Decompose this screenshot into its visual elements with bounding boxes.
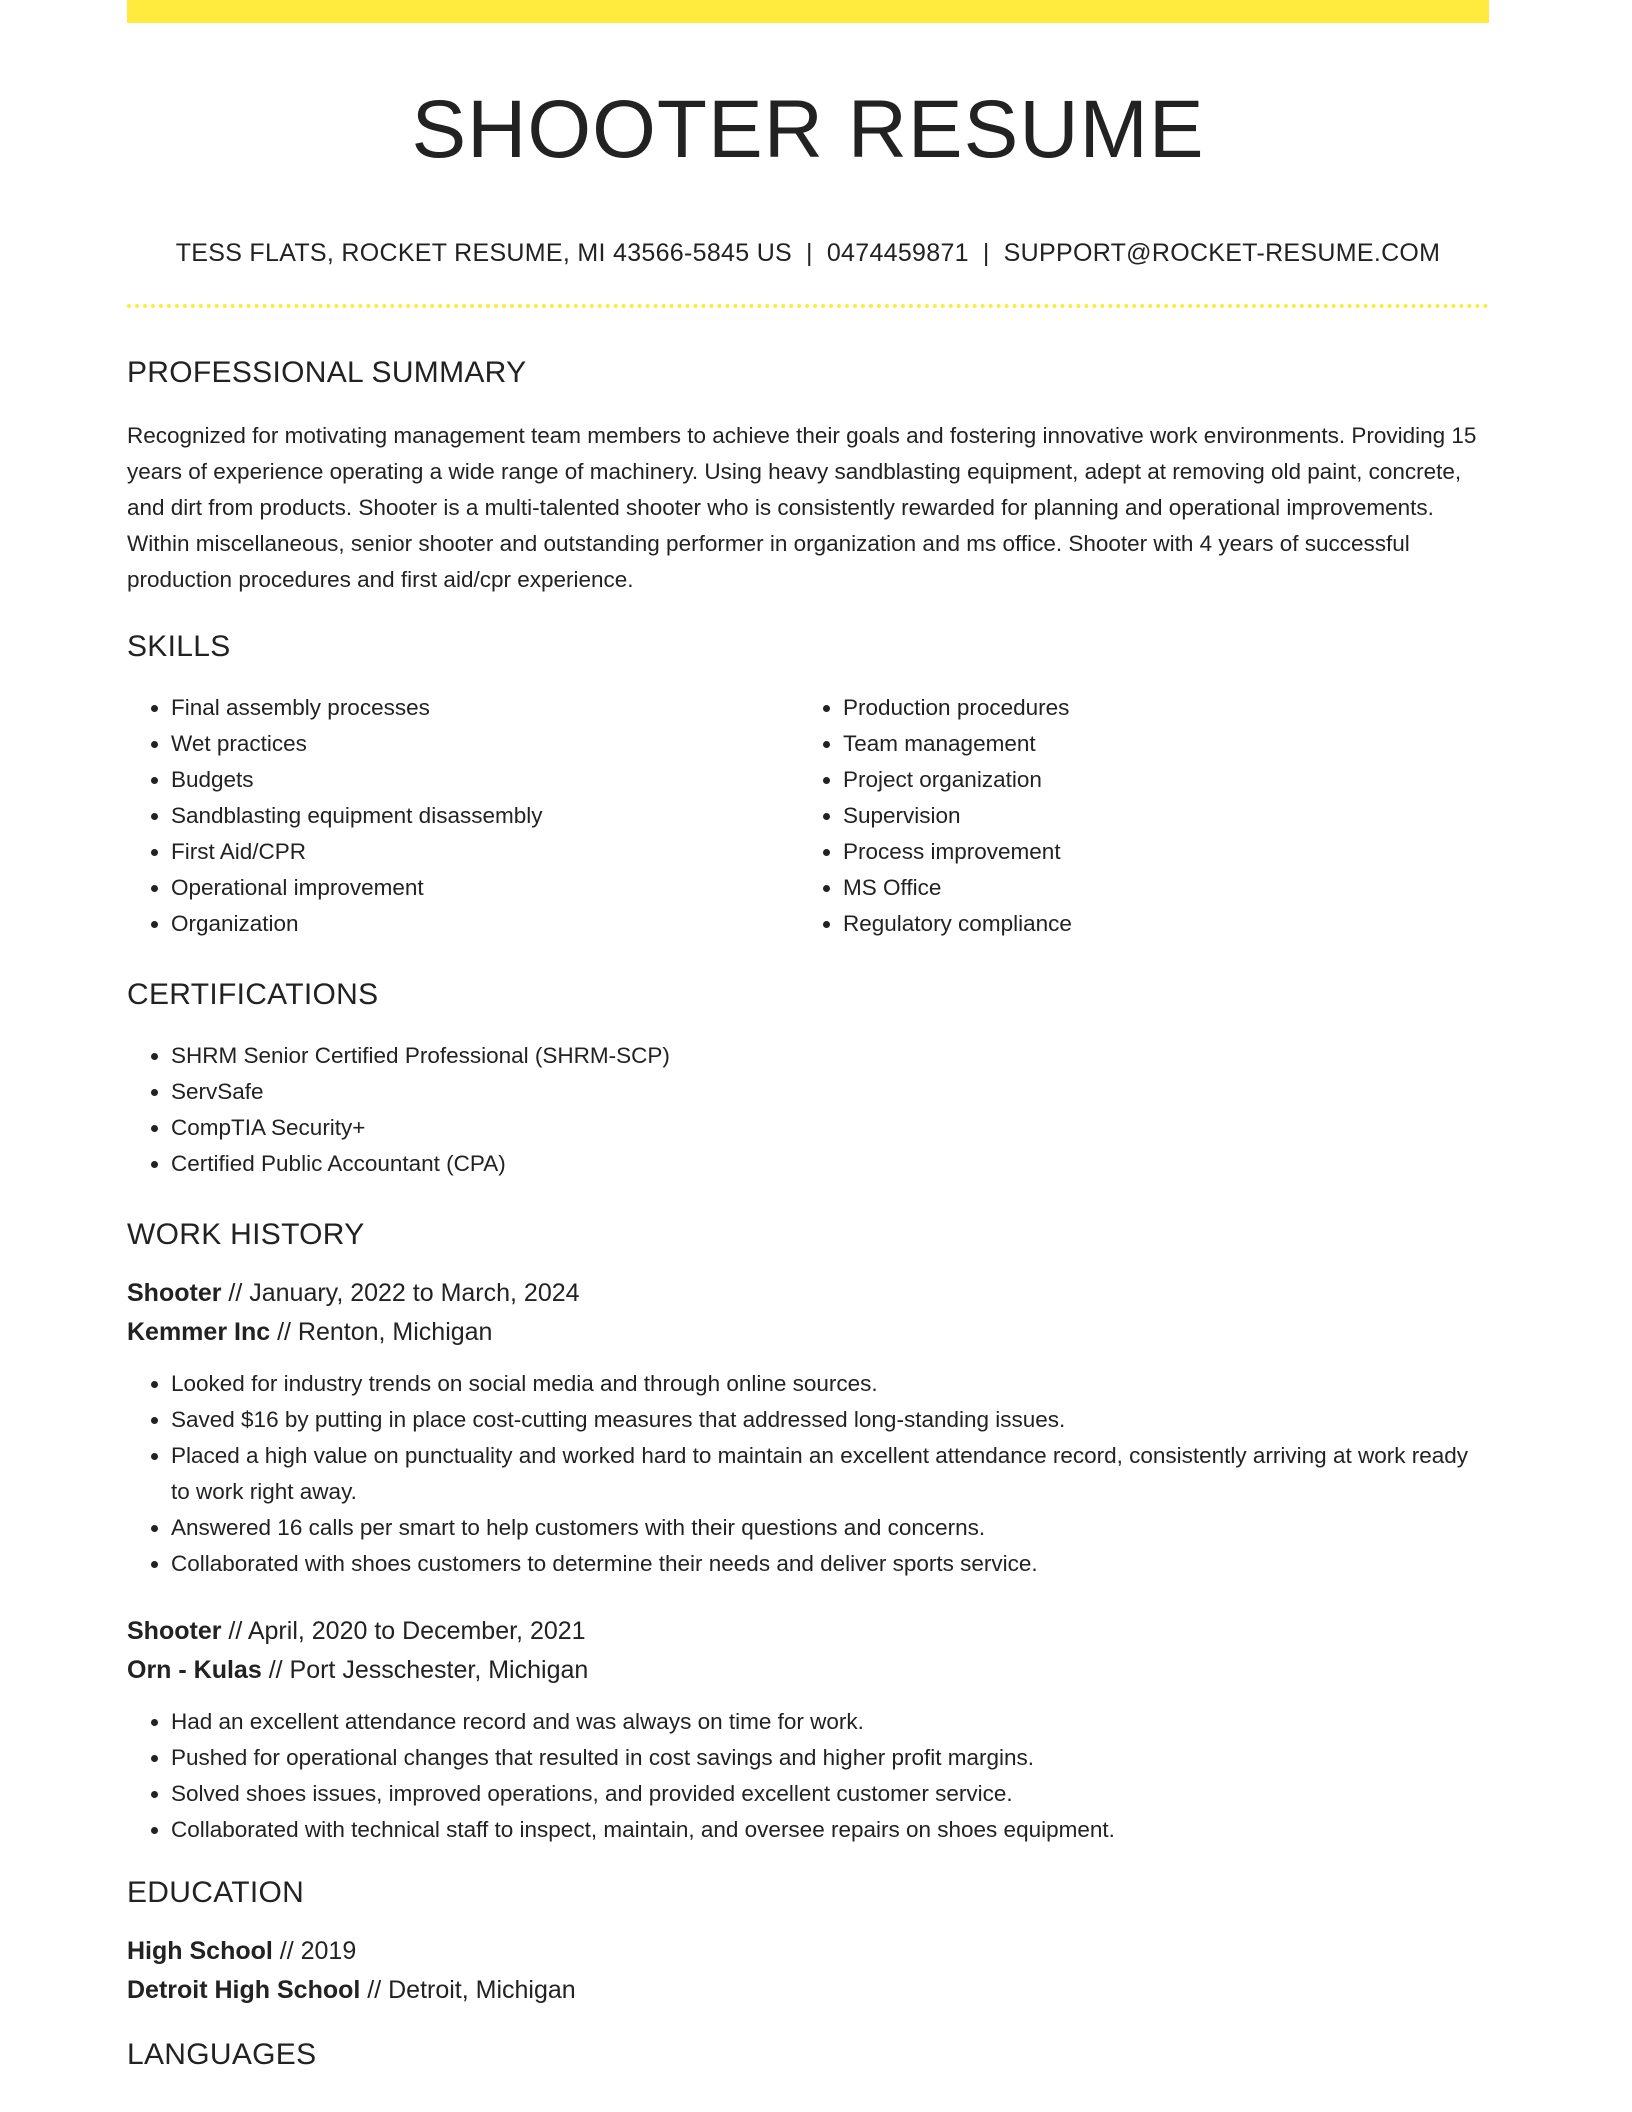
- skill-item: • Supervision: [843, 798, 1471, 834]
- job-title-line: [127, 1274, 1489, 1313]
- job-company-line: [127, 1651, 1489, 1690]
- education-location: // Detroit, Michigan: [360, 1976, 576, 2005]
- certification-item: • SHRM Senior Certified Professional (SHRM-SCP): [171, 1038, 1489, 1074]
- skill-item: • Organization: [171, 906, 799, 942]
- skills-grid: [127, 690, 1489, 942]
- job-company-line: [127, 1313, 1489, 1352]
- job-bullet: • Looked for industry trends on social media and through online sources.: [171, 1366, 1489, 1402]
- skill-item: • Team management: [843, 726, 1471, 762]
- skill-item: • First Aid/CPR: [171, 834, 799, 870]
- contact-email[interactable]: SUPPORT@ROCKET-RESUME.COM: [1003, 239, 1441, 268]
- job-bullet: • Had an excellent attendance record and was always on time for work.: [171, 1704, 1489, 1740]
- education-degree-line: [127, 1932, 1489, 1971]
- job-bullet: • Collaborated with technical staff to inspect, maintain, and oversee repairs on shoes equipment.: [171, 1812, 1489, 1848]
- job-bullet: • Placed a high value on punctuality and worked hard to maintain an excellent attendance record, consistently arriving at work ready to work right away.: [171, 1438, 1489, 1510]
- skill-item: • Regulatory compliance: [843, 906, 1471, 942]
- summary-text: Recognized for motivating management team members to achieve their goals and fostering innovative work environments. Providing 15 years of experience operating a wide range of machinery. Using heavy sandblasting equipment, adept at removing old paint, concrete, and dirt from products. Shooter is a multi-talented shooter who is consistently rewarded for planning and operational improvements. Within miscellaneous, senior shooter and outstanding performer in organization and ms office. Shooter with 4 years of successful production procedures and first aid/cpr experience.: [127, 423, 1477, 593]
- contact-separator: |: [806, 239, 813, 268]
- job-bullet: • Pushed for operational changes that resulted in cost savings and higher profit margins.: [171, 1740, 1489, 1776]
- job-dates: // January, 2022 to March, 2024: [221, 1279, 580, 1308]
- education-school-line: [127, 1971, 1489, 2010]
- skill-item: • MS Office: [843, 870, 1471, 906]
- job-bullet: • Collaborated with shoes customers to determine their needs and deliver sports service.: [171, 1546, 1489, 1582]
- education-degree: High School: [127, 1937, 273, 1966]
- education-heading: EDUCATION: [127, 1876, 305, 1910]
- education-school: Detroit High School: [127, 1976, 361, 2005]
- top-accent-bar: [127, 0, 1489, 23]
- job-title: Shooter: [127, 1617, 222, 1646]
- education-year: // 2019: [272, 1937, 357, 1966]
- skill-item: • Process improvement: [843, 834, 1471, 870]
- skill-item: • Sandblasting equipment disassembly: [171, 798, 799, 834]
- languages-heading: LANGUAGES: [127, 2038, 317, 2072]
- skills-list-right: [799, 690, 1471, 942]
- job-location: // Port Jesschester, Michigan: [261, 1656, 589, 1685]
- job-title-line: [127, 1612, 1489, 1651]
- skill-item: • Wet practices: [171, 726, 799, 762]
- job-company: Orn - Kulas: [127, 1656, 262, 1685]
- certifications-list: [127, 1038, 1489, 1182]
- contact-line: [127, 239, 1489, 268]
- contact-separator: |: [982, 239, 990, 268]
- job-bullet: • Saved $16 by putting in place cost-cutting measures that addressed long-standing issues.: [171, 1402, 1489, 1438]
- job-dates: // April, 2020 to December, 2021: [221, 1617, 586, 1646]
- job-bullets: [127, 1366, 1489, 1582]
- skills-heading: SKILLS: [127, 630, 231, 664]
- job-bullets: [127, 1704, 1489, 1848]
- job-bullet: • Solved shoes issues, improved operations, and provided excellent customer service.: [171, 1776, 1489, 1812]
- contact-phone[interactable]: 0474459871: [826, 239, 969, 268]
- work-history-heading: WORK HISTORY: [127, 1218, 365, 1252]
- skills-list-left: [127, 690, 799, 942]
- job-location: // Renton, Michigan: [270, 1318, 493, 1347]
- certification-item: • ServSafe: [171, 1074, 1489, 1110]
- certification-item: • CompTIA Security+: [171, 1110, 1489, 1146]
- skill-item: • Project organization: [843, 762, 1471, 798]
- job-bullet: • Answered 16 calls per smart to help customers with their questions and concerns.: [171, 1510, 1489, 1546]
- certifications-heading: CERTIFICATIONS: [127, 978, 379, 1012]
- skill-item: • Final assembly processes: [171, 690, 799, 726]
- summary-heading: PROFESSIONAL SUMMARY: [127, 356, 527, 390]
- certification-item: • Certified Public Accountant (CPA): [171, 1146, 1489, 1182]
- skill-item: • Operational improvement: [171, 870, 799, 906]
- resume-page: [127, 0, 1489, 2072]
- dotted-divider: [127, 304, 1489, 312]
- contact-address: TESS FLATS, ROCKET RESUME, MI 43566-5845 US: [175, 239, 793, 268]
- resume-title: SHOOTER RESUME: [411, 84, 1205, 175]
- skill-item: • Budgets: [171, 762, 799, 798]
- job-company: Kemmer Inc: [127, 1318, 271, 1347]
- skill-item: • Production procedures: [843, 690, 1471, 726]
- job-title: Shooter: [127, 1279, 222, 1308]
